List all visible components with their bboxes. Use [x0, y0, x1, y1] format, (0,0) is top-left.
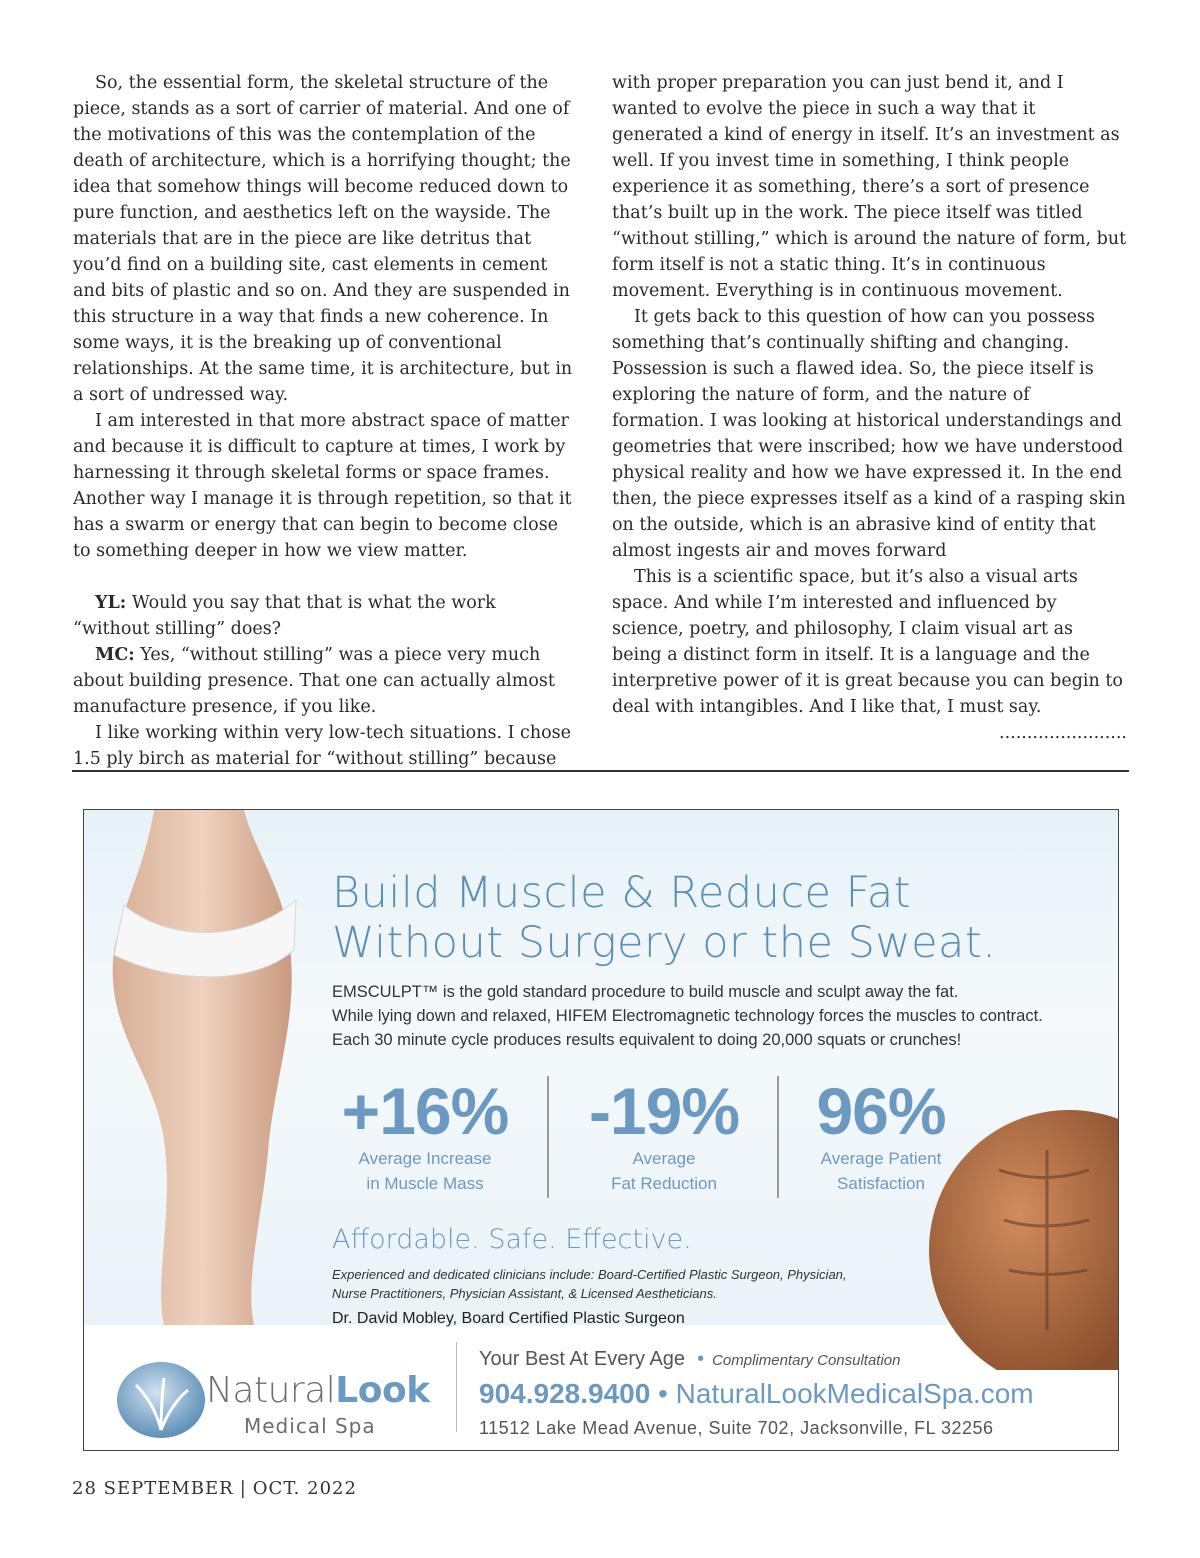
- page-number: 28: [72, 1478, 97, 1499]
- paragraph: So, the essential form, the skeletal structure of the piece, stands as a sort of carrier of material. And one of the motivations of this was the contemplation of the death of architecture, which is a horrifying thought; the idea that somehow things will become reduced down to pure function, and aesthetics left on the wayside. The materials that are in the piece are like detritus that you’d find on a building site, cast elements in cement and bits of plastic and so on. And they are suspended in this structure in a way that finds a new coherence. In some ways, it is the breaking up of conventional relationships. At the same time, it is architecture, but in a sort of undressed way.: [73, 73, 573, 405]
- stat-patient-satisfaction: [776, 1076, 986, 1196]
- stat-muscle-mass: [320, 1076, 530, 1196]
- consultation-text: Complimentary Consultation: [712, 1352, 901, 1369]
- interview-question: [73, 590, 573, 642]
- bullet-dot-icon: •: [650, 1378, 676, 1409]
- issue-date: OCT. 2022: [252, 1478, 357, 1499]
- natural-look-logo-icon: [116, 1360, 206, 1440]
- stat-value: +16%: [341, 1074, 509, 1148]
- issue-month: SEPTEMBER: [103, 1478, 234, 1499]
- paragraph: with proper preparation you can just bend it, and I wanted to evolve the piece in such a way that it generated a kind of energy in itself. It’s an investment as well. If you invest time in something, I think people experience it as something, there’s a sort of presence that’s built up in the work. The piece itself was titled “without stilling,” which is around the nature of form, but form itself is not a static thing. It’s in continuous movement. Everything is in continuous movement.: [612, 73, 1127, 301]
- stat-value: -19%: [588, 1074, 740, 1148]
- footer-divider: [456, 1342, 457, 1432]
- logo-word-natural: Natural: [206, 1370, 336, 1411]
- description-line-3: Each 30 minute cycle produces results equivalent to doing 20,000 squats or crunches!: [332, 1031, 962, 1049]
- section-divider: [72, 770, 1129, 772]
- speaker-label: MC:: [95, 645, 135, 665]
- stat-divider: [547, 1076, 549, 1198]
- clinicians-line-1: Experienced and dedicated clinicians include: Board-Certified Plastic Surgeon, Physician,: [332, 1267, 847, 1282]
- stat-label-line-1: Average Patient: [820, 1149, 942, 1168]
- headline-line-1: Build Muscle & Reduce Fat: [332, 868, 912, 918]
- description-line-2: While lying down and relaxed, HIFEM Electromagnetic technology forces the muscles to contract.: [332, 1007, 1043, 1025]
- stat-label-line-2: Satisfaction: [837, 1174, 925, 1193]
- phone-number[interactable]: 904.928.9400: [479, 1378, 651, 1409]
- ad-slogan-row: [479, 1348, 901, 1371]
- logo-word-look: Look: [335, 1370, 430, 1411]
- stat-label-line-1: Average: [632, 1149, 696, 1168]
- paragraph: I like working within very low-tech situations. I chose 1.5 ply birch as material for “without stilling” because: [73, 723, 572, 769]
- bullet-dot-icon: •: [697, 1348, 705, 1370]
- interview-answer: [73, 642, 573, 720]
- logo-subtitle: Medical Spa: [244, 1414, 376, 1438]
- article-column-right: [612, 70, 1127, 746]
- ad-headline: [332, 868, 1092, 968]
- article-column-left: [73, 70, 573, 772]
- paragraph: I am interested in that more abstract space of matter and because it is difficult to capture at times, I work by harnessing it through skeletal forms or space frames. Another way I manage it is through repetition, so that it has a swarm or energy that can begin to become close to something deeper in how we view matter.: [73, 411, 572, 561]
- website-link[interactable]: NaturalLookMedicalSpa.com: [675, 1378, 1034, 1409]
- end-mark: .......................: [999, 723, 1127, 743]
- ad-address: 11512 Lake Mead Avenue, Suite 702, Jacksonville, FL 32256: [479, 1418, 994, 1438]
- speaker-label: YL:: [95, 593, 127, 613]
- ad-slogan: Your Best At Every Age: [479, 1348, 686, 1370]
- stat-value: 96%: [816, 1074, 946, 1148]
- clinicians-line-2: Nurse Practitioners, Physician Assistant, & Licensed Aestheticians.: [332, 1286, 717, 1301]
- stat-fat-reduction: [559, 1076, 769, 1196]
- paragraph: It gets back to this question of how can you possess something that’s continually shifting and changing. Possession is such a flawed idea. So, the piece itself is exploring the nature of form, and the nature of formation. I was looking at historical understandings and geometries that were inscribed; how we have understood physical reality and how we have expressed it. In the end then, the piece expresses itself as a kind of a rasping skin on the outside, which is an abrasive kind of entity that almost ingests air and moves forward: [612, 307, 1126, 561]
- paragraph: [612, 564, 1127, 743]
- advertisement[interactable]: [83, 809, 1119, 1451]
- legs-photo-icon: [84, 810, 314, 1325]
- ad-tagline: Affordable. Safe. Effective.: [332, 1224, 692, 1255]
- stat-label-line-2: in Muscle Mass: [366, 1174, 484, 1193]
- stat-label-line-1: Average Increase: [358, 1149, 492, 1168]
- ad-contact-row: [479, 1378, 1034, 1410]
- paragraph-text: This is a scientific space, but it’s also a visual arts space. And while I’m interested and influenced by science, poetry, and philosophy, I claim visual art as being a distinct form in itself. It is a language and the interpretive power of it is great because you can begin to deal with intangibles. And I like that, I must say.: [612, 567, 1123, 717]
- headline-line-2: Without Surgery or the Sweat.: [332, 918, 997, 968]
- description-line-1: EMSCULPT™ is the gold standard procedure to build muscle and sculpt away the fat.: [332, 983, 959, 1001]
- separator-bar: |: [239, 1478, 247, 1499]
- ad-description: [332, 980, 1092, 1052]
- answer-text: Yes, “without stilling” was a piece very much about building presence. That one can actually almost manufacture presence, if you like.: [73, 645, 555, 717]
- question-text: Would you say that that is what the work “without stilling” does?: [73, 593, 496, 639]
- page-footer: [72, 1478, 357, 1499]
- stat-label-line-2: Fat Reduction: [611, 1174, 717, 1193]
- ad-doctor: Dr. David Mobley, Board Certified Plastic Surgeon: [332, 1310, 685, 1327]
- logo-wordmark: [206, 1370, 430, 1411]
- ad-clinicians: [332, 1265, 952, 1303]
